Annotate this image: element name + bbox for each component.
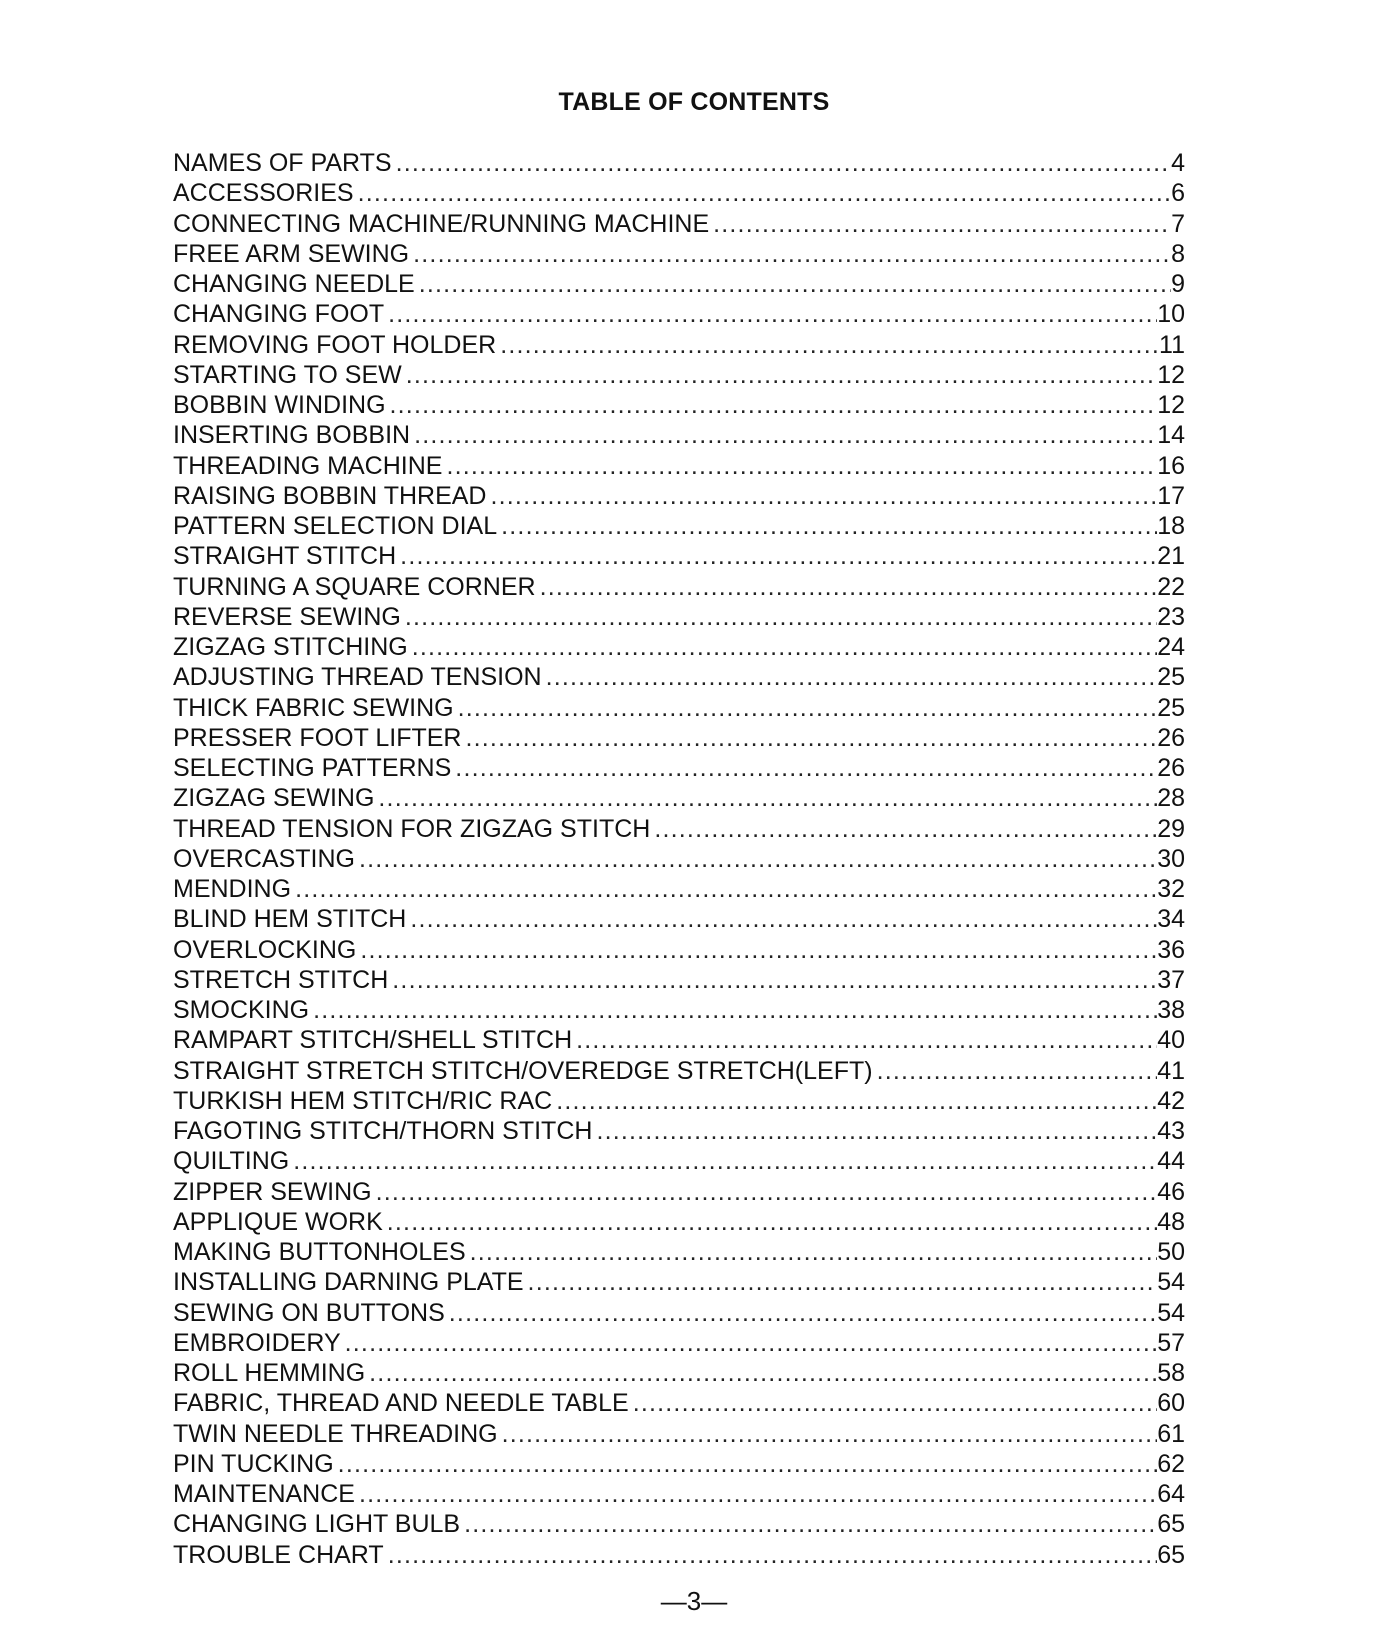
toc-entry-label: RAMPART STITCH/SHELL STITCH [173,1026,573,1055]
toc-entry-label: QUILTING [173,1147,290,1176]
toc-entry-page: 48 [1157,1207,1185,1236]
toc-entry-page: 16 [1157,451,1185,480]
toc-entry-label: MENDING [173,875,292,903]
toc-entry [173,844,1185,874]
toc-entry-page: 14 [1157,421,1185,450]
toc-entry-page: 43 [1157,1117,1185,1145]
toc-entry [173,481,1185,511]
toc-entry [173,1056,1185,1086]
toc-entry-label: ZIPPER SEWING [173,1177,372,1206]
toc-leader-dots [419,269,1171,299]
toc-entry-label: STRAIGHT STITCH [173,542,397,571]
toc-entry-page: 42 [1157,1086,1185,1115]
toc-entry-page: 64 [1157,1480,1185,1508]
toc-leader-dots [387,1207,1157,1237]
toc-entry-label: RAISING BOBBIN THREAD [173,481,487,510]
toc-entry [173,1237,1185,1267]
toc-entry-label: TWIN NEEDLE THREADING [173,1419,498,1448]
toc-leader-dots [359,1479,1157,1509]
toc-entry-label: FAGOTING STITCH/THORN STITCH [173,1117,593,1145]
toc-entry-page: 37 [1157,965,1185,994]
toc-entry [173,904,1185,934]
toc-entry-label: FABRIC, THREAD AND NEEDLE TABLE [173,1389,629,1418]
toc-entry [173,1298,1185,1328]
toc-entry-label: EMBROIDERY [173,1328,341,1357]
toc-entry [173,420,1185,450]
toc-entry-label: CHANGING FOOT [173,300,385,329]
toc-entry-label: BLIND HEM STITCH [173,905,407,934]
toc-entry-label: APPLIQUE WORK [173,1207,383,1236]
toc-entry-label: NAMES OF PARTS [173,149,392,177]
toc-entry [173,783,1185,813]
toc-entry [173,1358,1185,1388]
toc-entry-label: MAINTENANCE [173,1480,355,1508]
toc-entry [173,451,1185,481]
toc-entry-label: MAKING BUTTONHOLES [173,1238,466,1266]
toc-entry [173,572,1185,602]
toc-leader-dots [556,1086,1157,1116]
toc-entry-page: 54 [1157,1298,1185,1327]
toc-entry [173,723,1185,753]
toc-leader-dots [491,481,1158,511]
toc-leader-dots [458,693,1158,723]
toc-leader-dots [596,1116,1157,1146]
toc-leader-dots [528,1267,1158,1297]
toc-leader-dots [388,1540,1158,1570]
toc-leader-dots [449,1298,1157,1328]
toc-entry [173,1146,1185,1176]
toc-leader-dots [446,451,1157,481]
toc-leader-dots [576,1025,1157,1055]
toc-entry-label: PATTERN SELECTION DIAL [173,512,498,540]
toc-entry-label: SEWING ON BUTTONS [173,1298,445,1327]
toc-entry-label: TROUBLE CHART [173,1540,384,1569]
toc-leader-dots [713,209,1171,239]
toc-leader-dots [413,239,1171,269]
toc-entry-label: ROLL HEMMING [173,1359,366,1387]
toc-entry-page: 18 [1157,512,1185,540]
toc-entry [173,1540,1185,1570]
toc-entry [173,511,1185,541]
toc-entry [173,269,1185,299]
toc-entry-page: 65 [1157,1540,1185,1569]
toc-entry-page: 50 [1157,1238,1185,1266]
toc-entry-label: STRETCH STITCH [173,965,389,994]
toc-leader-dots [633,1388,1157,1418]
toc-entry-page: 17 [1157,481,1185,510]
toc-leader-dots [338,1449,1158,1479]
toc-entry-label: PIN TUCKING [173,1449,334,1478]
toc-entry-page: 24 [1157,633,1185,661]
toc-leader-dots [470,1237,1158,1267]
toc-entry-page: 9 [1171,270,1185,298]
toc-entry-page: 44 [1157,1147,1185,1176]
toc-leader-dots [546,662,1158,692]
toc-entry-label: INSTALLING DARNING PLATE [173,1268,524,1297]
toc-leader-dots [358,178,1171,208]
toc-entry-page: 30 [1157,844,1185,873]
toc-entry-page: 61 [1157,1419,1185,1448]
toc-entry-label: REMOVING FOOT HOLDER [173,330,497,359]
toc-leader-dots [405,602,1157,632]
toc-entry [173,1419,1185,1449]
toc-entry-page: 12 [1157,360,1185,389]
toc-leader-dots [540,572,1158,602]
toc-entry-label: THICK FABRIC SEWING [173,693,454,722]
toc-leader-dots [392,965,1157,995]
toc-entry-page: 34 [1157,905,1185,934]
toc-leader-dots [293,1146,1157,1176]
toc-entry-page: 65 [1157,1510,1185,1539]
toc-entry-page: 57 [1157,1328,1185,1357]
toc-entry [173,602,1185,632]
toc-entry-page: 4 [1171,149,1185,177]
toc-entry [173,390,1185,420]
toc-entry-page: 38 [1157,996,1185,1024]
toc-entry-label: ZIGZAG STITCHING [173,633,408,661]
toc-leader-dots [500,330,1159,360]
toc-leader-dots [360,935,1157,965]
toc-entry-label: PRESSER FOOT LIFTER [173,723,462,752]
toc-entry-page: 10 [1157,300,1185,329]
toc-leader-dots [464,1509,1157,1539]
toc-entry-label: OVERCASTING [173,844,355,873]
toc-entry-page: 41 [1157,1056,1185,1085]
toc-entry [173,632,1185,662]
toc-entry-page: 25 [1157,693,1185,722]
toc-leader-dots [877,1056,1158,1086]
toc-entry-label: STRAIGHT STRETCH STITCH/OVEREDGE STRETCH(LEFT) [173,1056,873,1085]
toc-entry [173,995,1185,1025]
toc-leader-dots [502,1419,1158,1449]
toc-leader-dots [414,420,1157,450]
toc-leader-dots [465,723,1157,753]
toc-entry-page: 54 [1157,1268,1185,1297]
toc-entry [173,1207,1185,1237]
toc-entry-page: 32 [1157,875,1185,903]
toc-entry [173,1328,1185,1358]
toc-entry-page: 62 [1157,1449,1185,1478]
toc-entry-label: SMOCKING [173,996,310,1024]
toc-entry [173,209,1185,239]
page-title: TABLE OF CONTENTS [558,88,830,116]
toc-entry-page: 8 [1171,239,1185,268]
toc-entry [173,1509,1185,1539]
toc-entry [173,330,1185,360]
toc-leader-dots [295,874,1157,904]
toc-entry-label: BOBBIN WINDING [173,391,386,419]
toc-entry-page: 26 [1157,723,1185,752]
toc-leader-dots [378,783,1157,813]
toc-entry-page: 6 [1171,179,1185,208]
toc-entry [173,148,1185,178]
toc-leader-dots [455,753,1157,783]
toc-entry [173,239,1185,269]
toc-leader-dots [388,299,1157,329]
toc-entry-page: 60 [1157,1389,1185,1418]
toc-entry-label: OVERLOCKING [173,935,357,964]
toc-entry [173,1449,1185,1479]
toc-leader-dots [406,360,1157,390]
toc-entry-page: 11 [1159,330,1185,359]
toc-entry-page: 23 [1157,602,1185,631]
toc-entry-label: ADJUSTING THREAD TENSION [173,663,542,692]
toc-entry-page: 46 [1157,1177,1185,1206]
toc-entry-label: CHANGING NEEDLE [173,270,415,298]
toc-leader-dots [501,511,1157,541]
toc-entry-label: THREAD TENSION FOR ZIGZAG STITCH [173,814,651,843]
toc-leader-dots [412,632,1157,662]
toc-entry [173,753,1185,783]
toc-entry [173,935,1185,965]
toc-leader-dots [345,1328,1158,1358]
toc-entry-label: FREE ARM SEWING [173,239,410,268]
toc-entry [173,541,1185,571]
toc-entry-label: THREADING MACHINE [173,451,443,480]
toc-leader-dots [396,148,1172,178]
toc-leader-dots [359,844,1157,874]
toc-entry [173,814,1185,844]
toc-entry-page: 22 [1157,572,1185,601]
toc-leader-dots [313,995,1157,1025]
toc-leader-dots [654,814,1157,844]
page-number: —3— [660,1586,728,1616]
toc-entry [173,874,1185,904]
toc-entry [173,1267,1185,1297]
toc-entry-label: TURNING A SQUARE CORNER [173,572,536,601]
toc-leader-dots [410,904,1157,934]
toc-entry [173,1479,1185,1509]
toc-leader-dots [400,541,1157,571]
toc-entry-label: ACCESSORIES [173,179,354,208]
toc-leader-dots [376,1177,1158,1207]
toc-entry [173,693,1185,723]
toc-entry-page: 36 [1157,935,1185,964]
toc-entry-page: 29 [1157,814,1185,843]
toc-entry-label: TURKISH HEM STITCH/RIC RAC [173,1086,553,1115]
toc-entry-page: 28 [1157,784,1185,813]
toc-entry [173,1025,1185,1055]
toc-entry [173,360,1185,390]
toc-entry [173,1116,1185,1146]
toc-entry [173,1086,1185,1116]
toc-entry-page: 12 [1157,391,1185,419]
toc-leader-dots [369,1358,1157,1388]
toc-entry-page: 25 [1157,663,1185,692]
table-of-contents [173,148,1185,1570]
toc-entry-page: 21 [1157,542,1185,571]
toc-entry-label: CONNECTING MACHINE/RUNNING MACHINE [173,209,710,238]
toc-entry [173,1388,1185,1418]
toc-entry-page: 7 [1171,209,1185,238]
toc-leader-dots [390,390,1158,420]
toc-entry [173,965,1185,995]
toc-entry-label: CHANGING LIGHT BULB [173,1510,461,1539]
toc-entry-label: ZIGZAG SEWING [173,784,375,813]
toc-entry [173,1177,1185,1207]
toc-entry-page: 40 [1157,1026,1185,1055]
toc-entry [173,299,1185,329]
toc-entry [173,178,1185,208]
toc-entry [173,662,1185,692]
toc-entry-page: 26 [1157,754,1185,782]
toc-entry-label: REVERSE SEWING [173,602,401,631]
toc-entry-label: STARTING TO SEW [173,360,402,389]
toc-entry-label: SELECTING PATTERNS [173,754,452,782]
toc-entry-label: INSERTING BOBBIN [173,421,411,450]
toc-entry-page: 58 [1157,1359,1185,1387]
